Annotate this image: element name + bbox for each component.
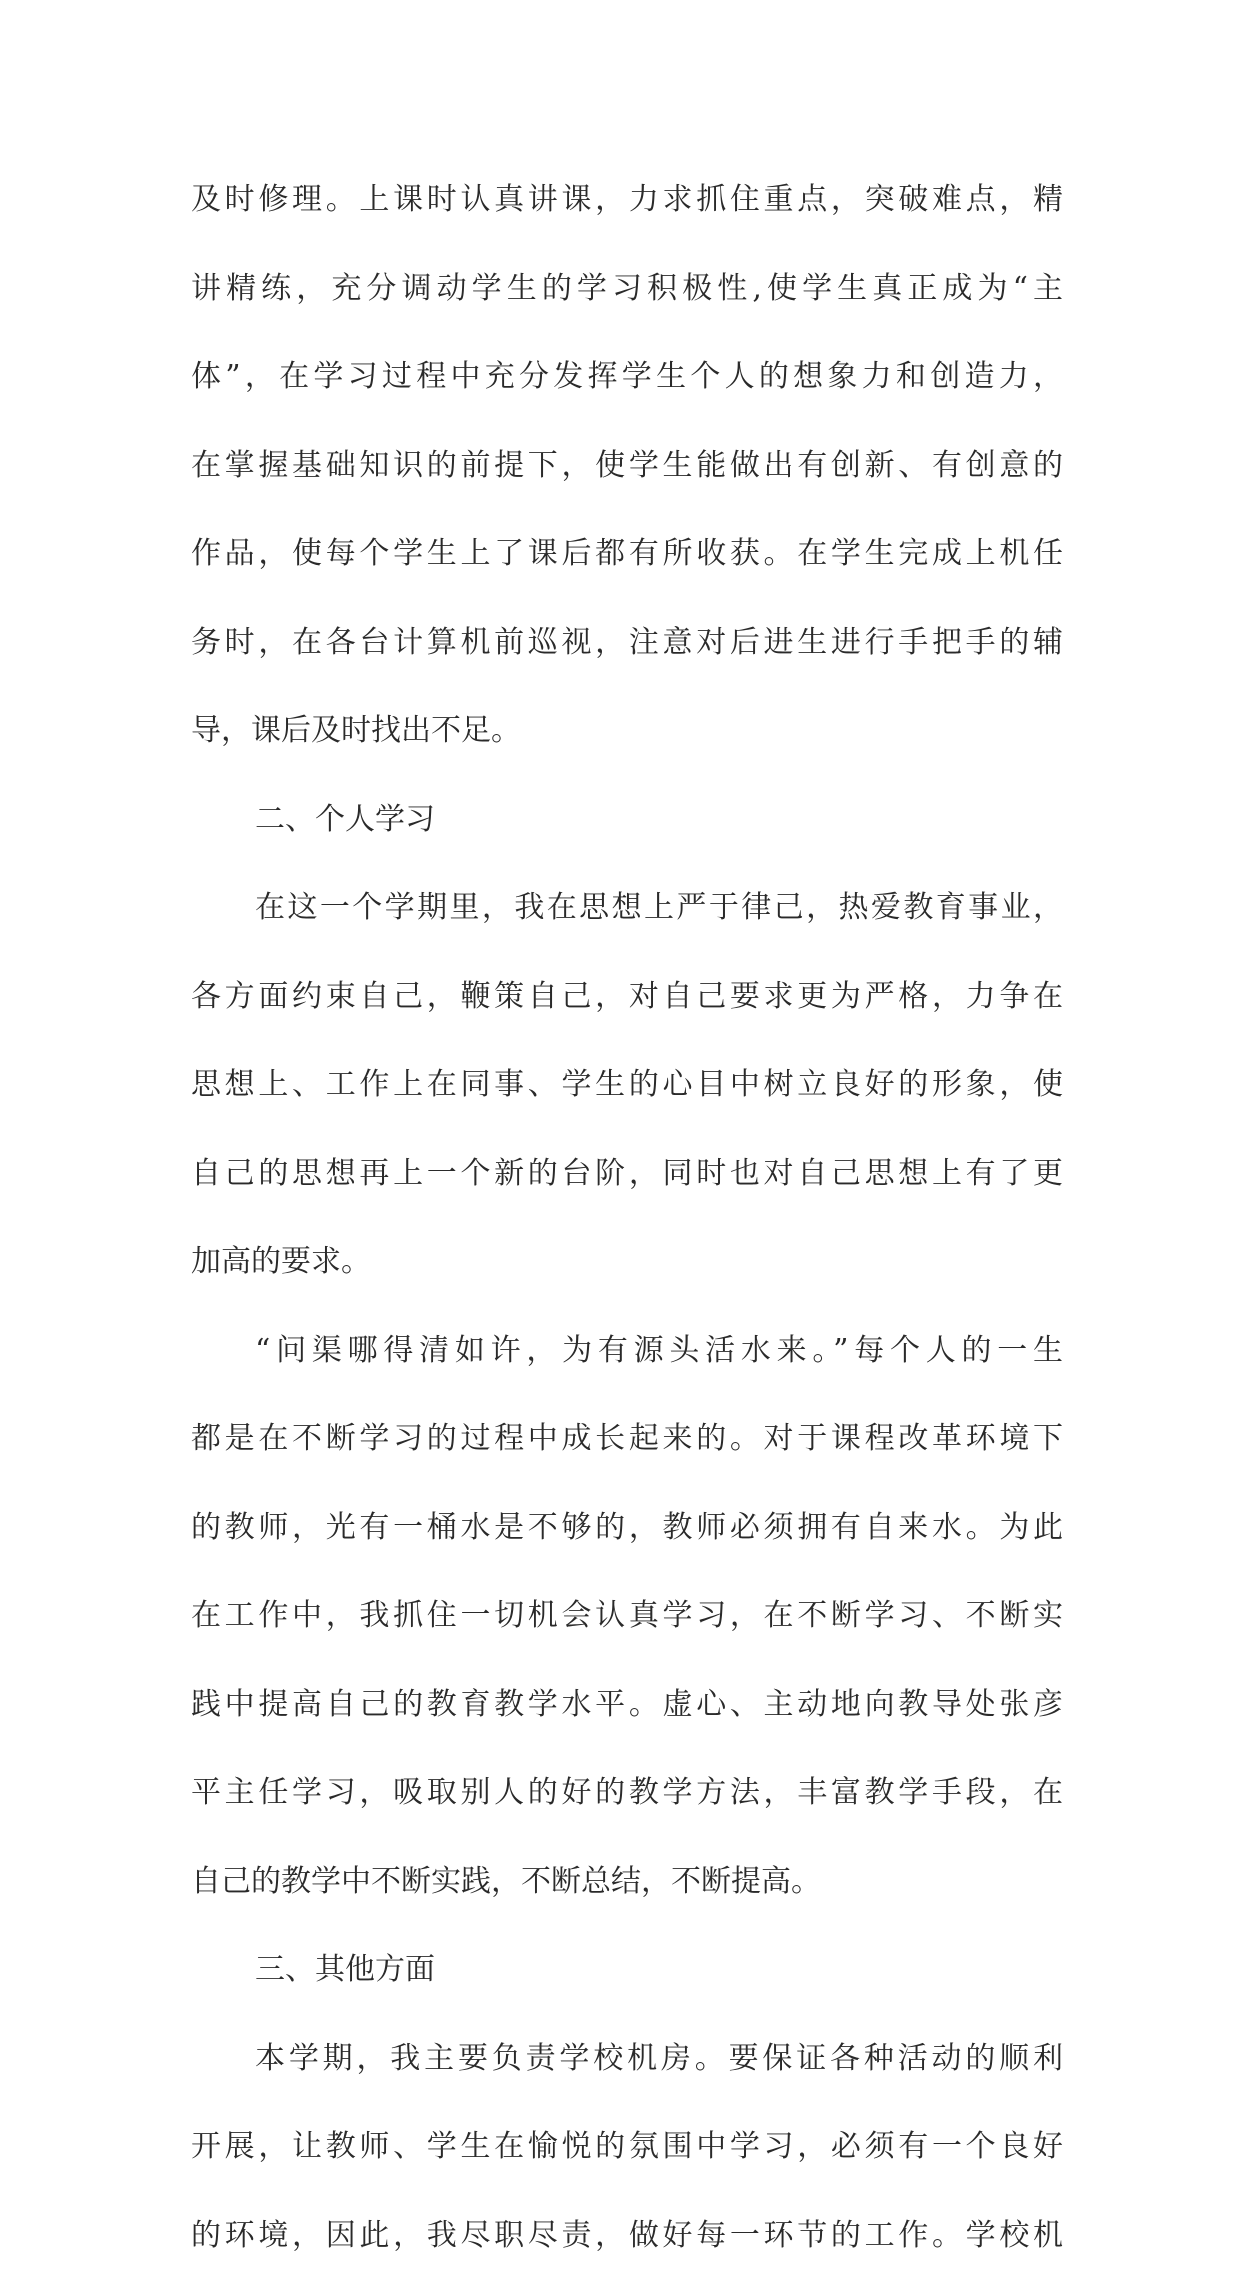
document-body [191, 156, 1063, 2280]
text-line: 都是在不断学习的过程中成长起来的。对于课程改革环境下 [191, 1395, 1063, 1484]
text-line: 平主任学习，吸取别人的好的教学方法，丰富教学手段，在 [191, 1749, 1063, 1838]
text-line: 在这一个学期里，我在思想上严于律己，热爱教育事业， [191, 864, 1063, 953]
text-line: 的环境，因此，我尽职尽责，做好每一环节的工作。学校机 [191, 2192, 1063, 2280]
text-line: 体”，在学习过程中充分发挥学生个人的想象力和创造力， [191, 333, 1063, 422]
text-line: 加高的要求。 [191, 1218, 1063, 1307]
text-line: 作品，使每个学生上了课后都有所收获。在学生完成上机任 [191, 510, 1063, 599]
text-line: 践中提高自己的教育教学水平。虚心、主动地向教导处张彦 [191, 1661, 1063, 1750]
text-line: 思想上、工作上在同事、学生的心目中树立良好的形象，使 [191, 1041, 1063, 1130]
text-line: 在掌握基础知识的前提下，使学生能做出有创新、有创意的 [191, 422, 1063, 511]
section-heading: 三、其他方面 [191, 1926, 1063, 2015]
text-line: 开展，让教师、学生在愉悦的氛围中学习，必须有一个良好 [191, 2103, 1063, 2192]
text-line: 自己的思想再上一个新的台阶，同时也对自己思想上有了更 [191, 1130, 1063, 1219]
text-line: 导，课后及时找出不足。 [191, 687, 1063, 776]
text-line: 讲精练，充分调动学生的学习积极性,使学生真正成为“主 [191, 245, 1063, 334]
text-line: 各方面约束自己，鞭策自己，对自己要求更为严格，力争在 [191, 953, 1063, 1042]
text-line: 及时修理。上课时认真讲课，力求抓住重点，突破难点，精 [191, 156, 1063, 245]
text-line: 在工作中，我抓住一切机会认真学习，在不断学习、不断实 [191, 1572, 1063, 1661]
text-line: 本学期，我主要负责学校机房。要保证各种活动的顺利 [191, 2015, 1063, 2104]
text-line: 自己的教学中不断实践，不断总结，不断提高。 [191, 1838, 1063, 1927]
text-line: 务时，在各台计算机前巡视，注意对后进生进行手把手的辅 [191, 599, 1063, 688]
section-heading: 二、个人学习 [191, 776, 1063, 865]
text-line: 的教师，光有一桶水是不够的，教师必须拥有自来水。为此 [191, 1484, 1063, 1573]
text-line: “问渠哪得清如许，为有源头活水来。”每个人的一生 [191, 1307, 1063, 1396]
